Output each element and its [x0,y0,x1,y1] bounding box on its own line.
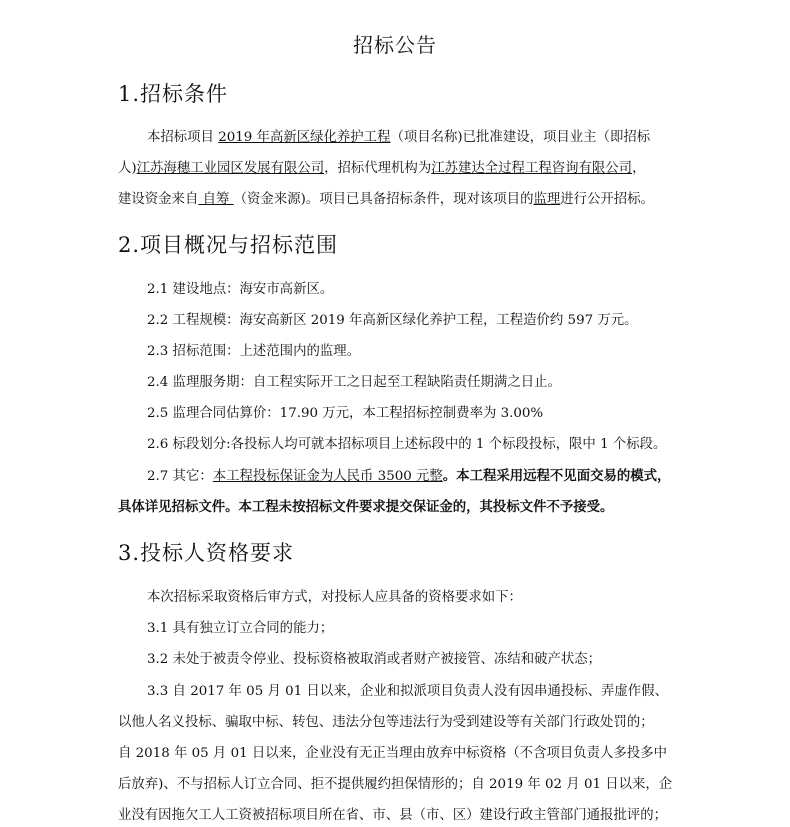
s1-text: ，招标代理机构为 [324,161,432,176]
item-3-2: 3.2 未处于被责令停业、投标资格被取消或者财产被接管、冻结和破产状态； [147,652,602,667]
item-2-7 [147,465,670,484]
s1-text: （资金来源)。项目已具备招标条件，现对该项目的 [233,192,534,207]
s1-text: 建设资金来自 [118,192,199,207]
s1-text: 进行公开招标。 [560,192,654,207]
owner-name: 江苏海穗工业园区发展有限公司 [136,161,325,176]
remote-trade-note: 。本工程采用远程不见面交易的模式， [442,468,671,484]
item-3-3-line-4: 后放弃)、不与招标人订立合同、拒不提供履约担保情形的；自 2019 年 02 月 01 日以来，企 [118,777,673,792]
item-text: 2.7 其它： [147,469,213,484]
s1-text: ， [632,161,646,176]
s3-intro: 本次招标采取资格后审方式，对投标人应具备的资格要求如下： [147,590,522,605]
section-3-heading: 3.投标人资格要求 [118,541,295,565]
item-2-6: 2.6 标段划分:各投标人均可就本招标项目上述标段中的 1 个标段投标，限中 1 个标段。 [147,437,667,452]
fund-source: 自筹 [198,192,234,207]
item-3-3-line-1: 3.3 自 2017 年 05 月 01 日以来，企业和拟派项目负责人没有因串通投标、弄虚作假、 [147,684,668,699]
item-3-1: 3.1 具有独立订立合同的能力； [147,621,334,636]
item-2-4: 2.4 监理服务期：自工程实际开工之日起至工程缺陷责任期满之日止。 [147,375,561,390]
agent-name: 江苏建达全过程工程咨询有限公司 [431,161,633,176]
item-3-3-line-5: 业没有因拖欠工人工资被招标项目所在省、市、县（市、区）建设行政主管部门通报批评的； [118,808,668,823]
section-1-heading: 1.招标条件 [118,82,229,106]
s1-text: （项目名称)已批准建设，项目业主（即招标 [390,130,651,145]
project-name: 2019 年高新区绿化养护工程 [218,130,391,145]
s1-line-2 [118,157,645,176]
item-3-3-line-3: 自 2018 年 05 月 01 日以来，企业没有无正当理由放弃中标资格（不含项目负责人多投多中 [118,746,667,761]
item-2-1: 2.1 建设地点：海安市高新区。 [147,282,334,297]
s1-line-1 [147,126,650,145]
item-2-2: 2.2 工程规模：海安高新区 2019 年高新区绿化养护工程，工程造价约 597 万元。 [147,313,638,328]
section-2-heading: 2.项目概况与招标范围 [118,233,339,257]
s1-text: 本招标项目 [147,130,219,145]
s1-line-3 [118,188,654,207]
item-2-5: 2.5 监理合同估算价：17.90 万元，本工程招标控制费率为 3.00% [147,406,544,421]
s1-text: 人) [118,161,137,176]
deposit-amount: 本工程投标保证金为人民币 3500 元整 [212,469,443,484]
item-2-3: 2.3 招标范围：上述范围内的监理。 [147,344,361,359]
announcement-title: 招标公告 [353,33,437,57]
item-3-3-line-2: 以他人名义投标、骗取中标、转包、违法分包等违法行为受到建设等有关部门行政处罚的； [118,715,654,730]
bid-object: 监理 [533,192,561,207]
item-2-7-cont: 具体详见招标文件。本工程未按招标文件要求提交保证金的，其投标文件不予接受。 [118,499,614,515]
